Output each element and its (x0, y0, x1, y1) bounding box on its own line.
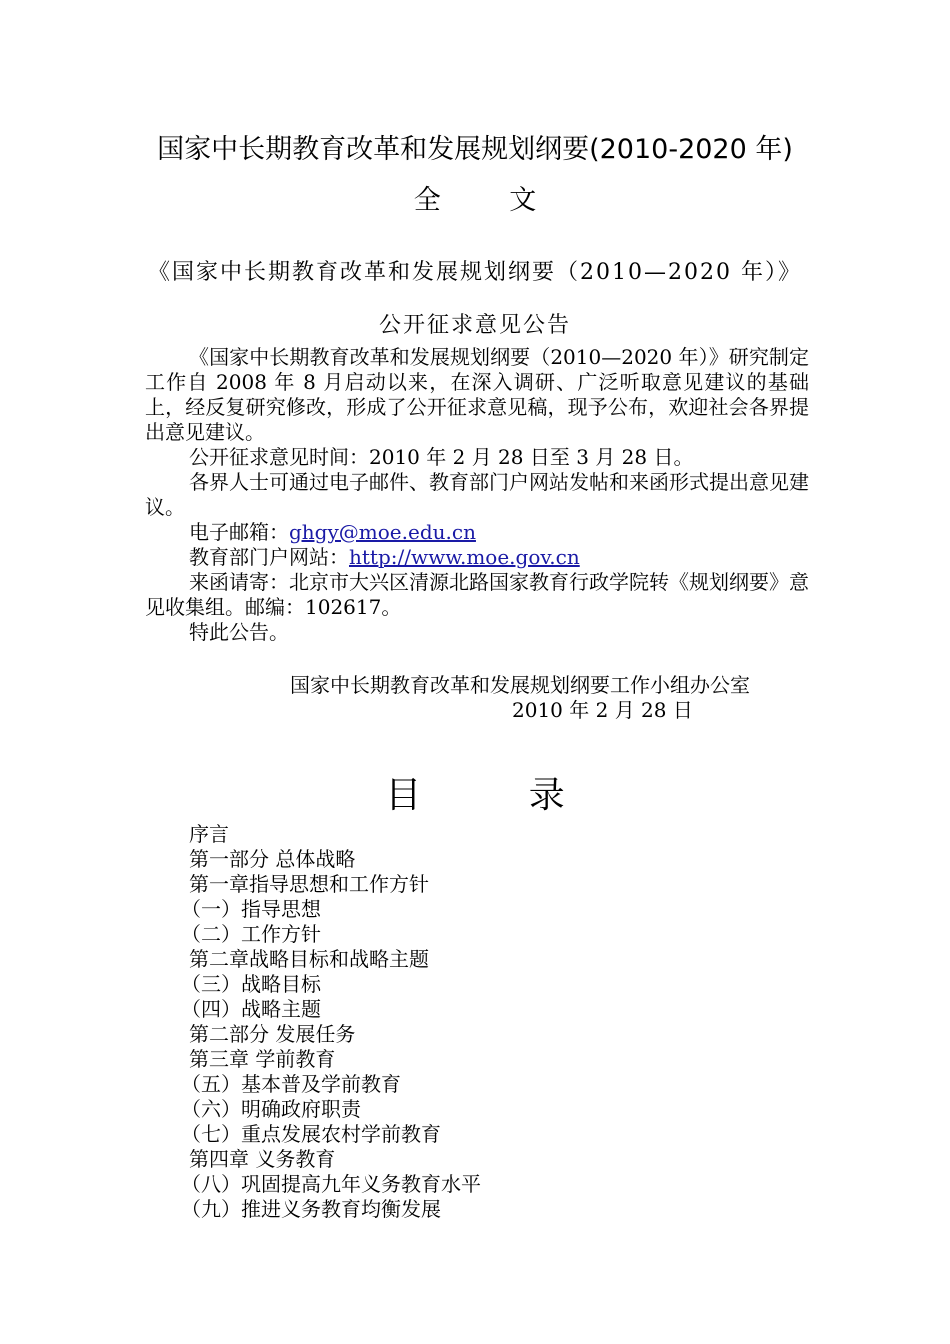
signature-organization: 国家中长期教育改革和发展规划纲要工作小组办公室 (290, 673, 750, 697)
toc-item[interactable]: （七）重点发展农村学前教育 (181, 1122, 441, 1146)
toc-item[interactable]: （八）巩固提高九年义务教育水平 (181, 1172, 481, 1196)
notice-body (145, 345, 809, 645)
document-subtitle: 全 文 (413, 185, 567, 216)
notice-closing: 特此公告。 (189, 620, 289, 644)
toc-item[interactable]: 第二章战略目标和战略主题 (189, 947, 429, 971)
toc-item[interactable]: （二）工作方针 (181, 922, 321, 946)
toc-list (181, 822, 481, 1222)
notice-paragraph-channels: 各界人士可通过电子邮件、教育部门户网站发帖和来函形式提出意见建议。 (145, 470, 809, 519)
toc-item[interactable]: 第四章 义务教育 (189, 1147, 336, 1171)
signature-date: 2010 年 2 月 28 日 (512, 698, 693, 722)
email-link[interactable]: ghgy@moe.edu.cn (289, 520, 476, 544)
document-title: 国家中长期教育改革和发展规划纲要(2010-2020 年) (157, 134, 793, 165)
toc-item[interactable]: （五）基本普及学前教育 (181, 1072, 401, 1096)
notice-paragraph-intro: 《国家中长期教育改革和发展规划纲要（2010—2020 年）》研究制定工作自 2008 年 8 月启动以来，在深入调研、广泛听取意见建议的基础上，经反复研究修改，形成了公开征求意见稿，现予公布，欢迎社会各界提出意见建议。 (145, 345, 809, 444)
notice-subtitle: 公开征求意见公告 (378, 313, 571, 338)
notice-paragraph-period: 公开征求意见时间：2010 年 2 月 28 日至 3 月 28 日。 (189, 445, 694, 469)
email-label: 电子邮箱： (189, 520, 289, 544)
toc-item[interactable]: （九）推进义务教育均衡发展 (181, 1197, 441, 1221)
toc-heading: 目 录 (385, 775, 613, 816)
toc-item[interactable]: 第二部分 发展任务 (189, 1022, 356, 1046)
website-label: 教育部门户网站： (189, 545, 349, 569)
toc-item[interactable]: （三）战略目标 (181, 972, 321, 996)
toc-item[interactable]: 第三章 学前教育 (189, 1047, 336, 1071)
toc-item[interactable]: （六）明确政府职责 (181, 1097, 361, 1121)
toc-item[interactable]: （一）指导思想 (181, 897, 321, 921)
website-link[interactable]: http://www.moe.gov.cn (349, 545, 580, 569)
notice-website-line (145, 545, 809, 570)
toc-item[interactable]: 第一章指导思想和工作方针 (189, 872, 429, 896)
toc-item[interactable]: 序言 (189, 822, 229, 846)
notice-paragraph-mail: 来函请寄：北京市大兴区清源北路国家教育行政学院转《规划纲要》意见收集组。邮编：102617。 (145, 570, 809, 619)
notice-title: 《国家中长期教育改革和发展规划纲要（2010—2020 年）》 (148, 260, 802, 285)
toc-item[interactable]: 第一部分 总体战略 (189, 847, 356, 871)
notice-email-line (145, 520, 809, 545)
toc-item[interactable]: （四）战略主题 (181, 997, 321, 1021)
